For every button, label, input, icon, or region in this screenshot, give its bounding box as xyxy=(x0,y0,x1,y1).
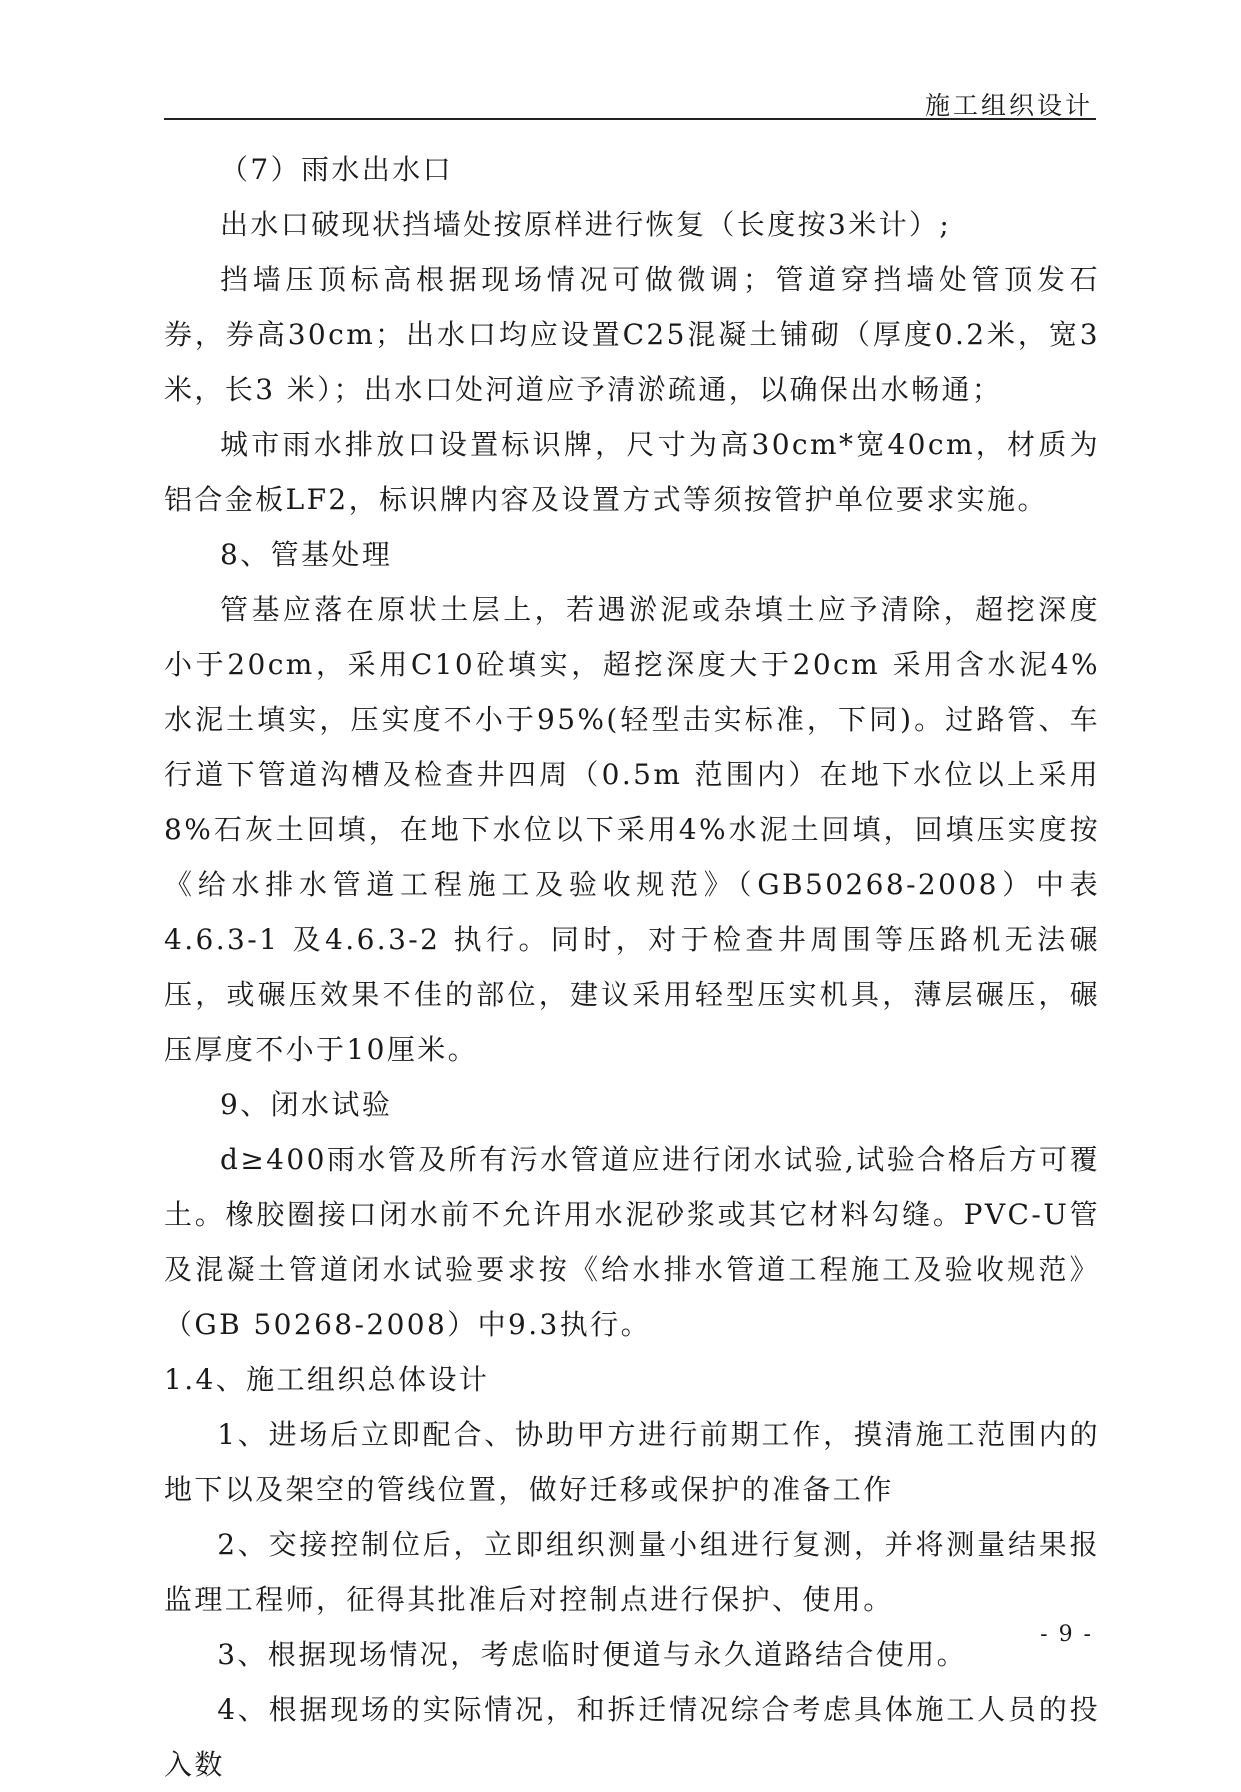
list-item-3: 3、根据现场情况，考虑临时便道与永久道路结合使用。 xyxy=(217,1638,968,1671)
paragraph-retaining-wall: 挡墙压顶标高根据现场情况可做微调；管道穿挡墙处管顶发石券，券高30cm；出水口均应设置C25混凝土铺砌（厚度0.2米，宽3 米，长3 米）；出水口处河道应予清淤疏通，以确保出水畅通； xyxy=(164,263,1100,406)
list-item-4: 4、根据现场的实际情况，和拆迁情况综合考虑具体施工人员的投入数 xyxy=(164,1693,1100,1781)
paragraph-outlet-restore: 出水口破现状挡墙处按原样进行恢复（长度按3米计）; xyxy=(220,208,952,241)
list-item-1: 1、进场后立即配合、协助甲方进行前期工作，摸清施工范围内的地下以及架空的管线位置，做好迁移或保护的准备工作 xyxy=(164,1418,1100,1506)
heading-closed-water-test: 9、闭水试验 xyxy=(220,1088,393,1121)
header-divider xyxy=(164,118,1096,120)
list-item-2: 2、交接控制位后，立即组织测量小组进行复测，并将测量结果报监理工程师，征得其批准后对控制点进行保护、使用。 xyxy=(164,1528,1100,1616)
heading-pipe-foundation: 8、管基处理 xyxy=(220,538,393,571)
page-number: - 9 - xyxy=(1040,1622,1093,1647)
paragraph-pipe-foundation: 管基应落在原状土层上，若遇淤泥或杂填土应予清除，超挖深度小于20cm，采用C10砼填实，超挖深度大于20cm 采用含水泥4%水泥土填实，压实度不小于95%(轻型击实标准，下同)。过路管、车行道下管道沟槽及检查井四周（0.5m 范围内）在地下水位以上采用8%石灰土回填，在地下水位以下采用4%水泥土回填，回填压实度按《给水排水管道工程施工及验收规范》（GB50268-2008）中表4.6.3-1 及4.6.3-2 执行。同时，对于检查井周围等压路机无法碾压，或碾压效果不佳的部位，建议采用轻型压实机具，薄层碾压，碾压厚度不小于10厘米。 xyxy=(164,593,1100,1066)
heading-rainwater-outlet: （7）雨水出水口 xyxy=(220,153,454,186)
paragraph-closed-water-test: d≥400雨水管及所有污水管道应进行闭水试验,试验合格后方可覆土。橡胶圈接口闭水前不允许用水泥砂浆或其它材料勾缝。PVC-U管及混凝土管道闭水试验要求按《给水排水管道工程施工及验收规范》（GB 50268-2008）中9.3执行。 xyxy=(164,1143,1100,1341)
running-header-title: 施工组织设计 xyxy=(924,91,1093,120)
page-body xyxy=(164,142,1100,1792)
paragraph-sign-board: 城市雨水排放口设置标识牌，尺寸为高30cm*宽40cm，材质为铝合金板LF2，标识牌内容及设置方式等须按管护单位要求实施。 xyxy=(164,428,1100,516)
heading-overall-design: 1.4、施工组织总体设计 xyxy=(164,1363,490,1396)
